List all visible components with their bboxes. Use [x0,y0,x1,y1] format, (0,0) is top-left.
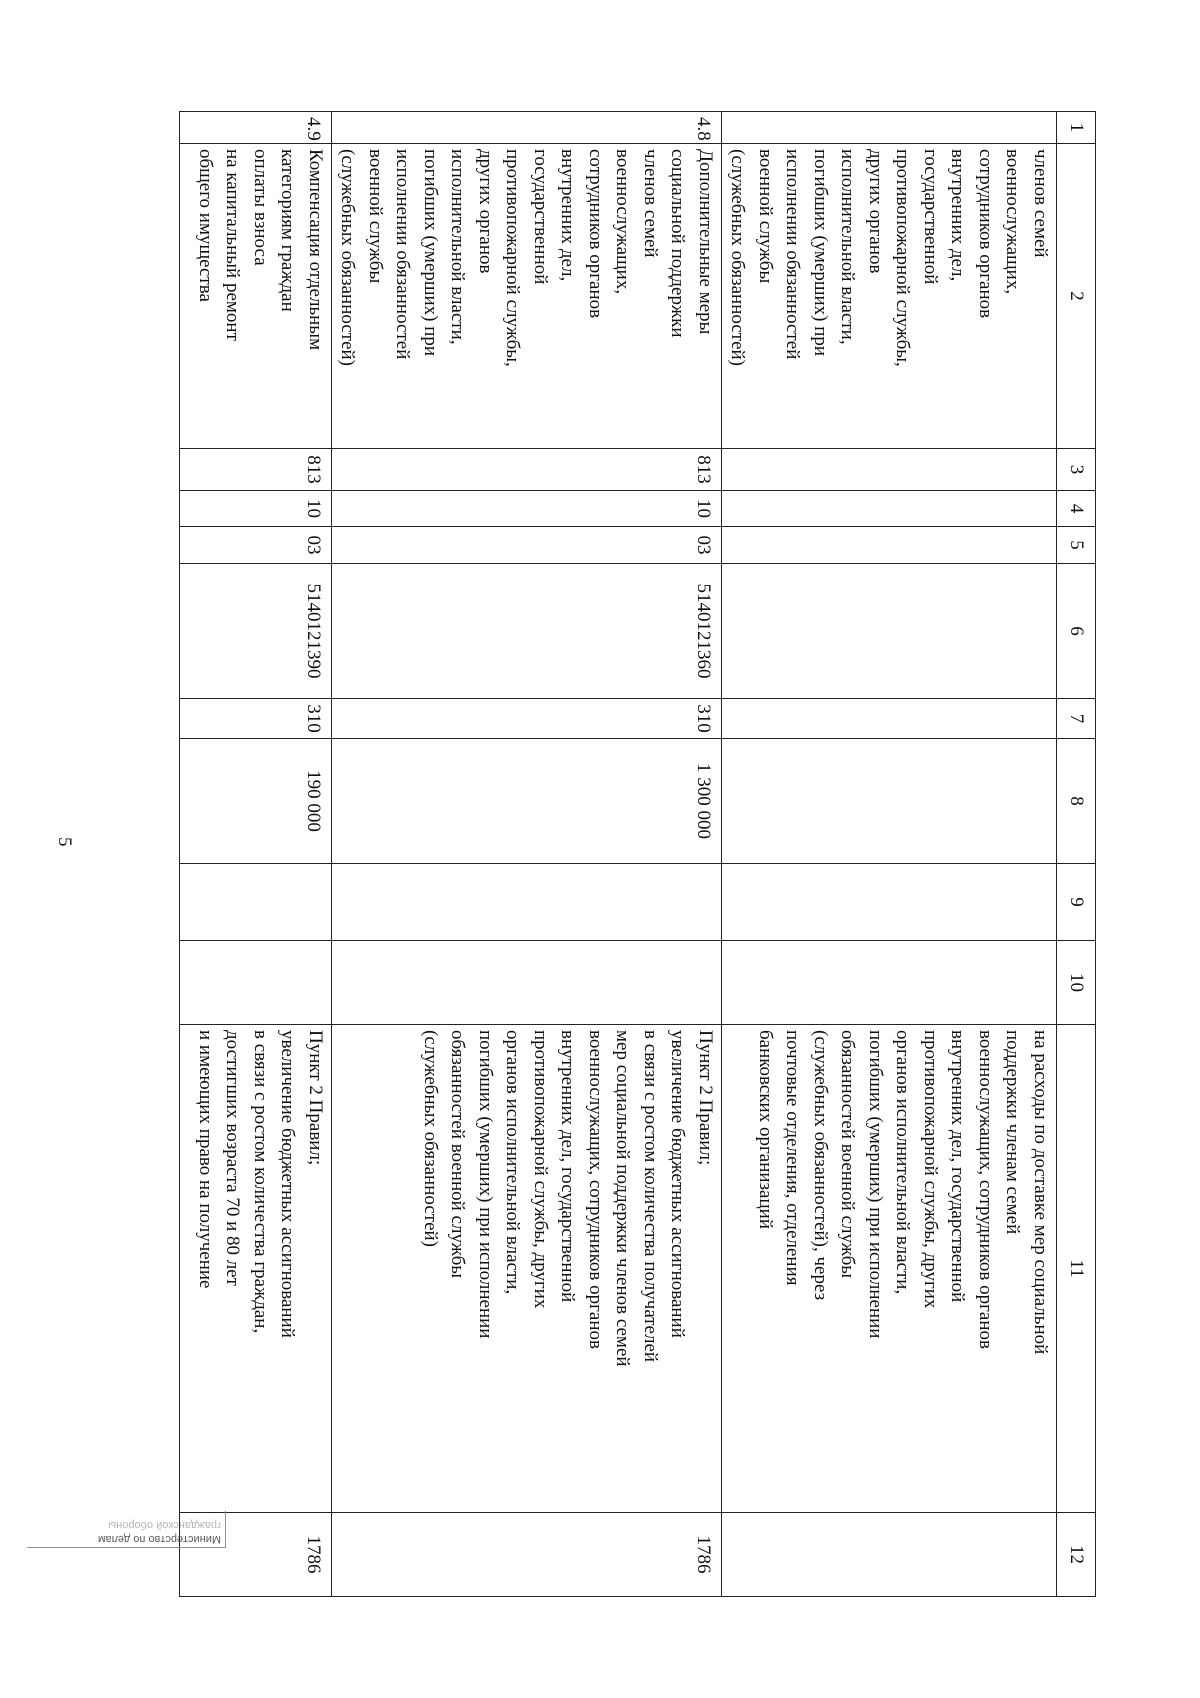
code-cell: 03 [332,527,722,564]
table-row [332,112,722,1597]
code-cell [722,564,1057,699]
reference-cell [722,1513,1057,1597]
row-number-cell [722,112,1057,144]
justification-cell: на расходы по доставке мер социальной поддержки членам семей военнослужащих, сотрудников органов внутренних дел, государственной противопожарной службы, других органов исполнительной власти, погибших (умерших) при исполнении обязанностей военной службы (служебных обязанностей), через почтовые отделения, отделения банковских организаций [722,1025,1057,1513]
code-cell [722,699,1057,739]
amount-cell [722,864,1057,941]
column-header: 10 [1057,941,1096,1025]
column-header: 6 [1057,564,1096,699]
column-header: 9 [1057,864,1096,941]
code-cell: 10 [332,491,722,527]
column-header: 11 [1057,1025,1096,1513]
reference-cell: 1786 [332,1513,722,1597]
column-header: 1 [1057,112,1096,144]
amount-cell [722,739,1057,864]
column-header: 7 [1057,699,1096,739]
code-cell: 10 [180,491,332,527]
code-cell: 5140121360 [332,564,722,699]
amount-cell [332,864,722,941]
code-cell: 03 [180,527,332,564]
amount-cell: 190 000 [180,739,332,864]
column-header: 3 [1057,449,1096,491]
table-row [180,112,332,1597]
budget-table-container [179,111,1096,1596]
code-cell: 310 [332,699,722,739]
column-header: 5 [1057,527,1096,564]
amount-cell [722,941,1057,1025]
code-cell [722,527,1057,564]
code-cell: 5140121390 [180,564,332,699]
reference-cell: 1786 [180,1513,332,1597]
code-cell [722,449,1057,491]
column-header: 2 [1057,144,1096,449]
row-number-cell: 4.8 [332,112,722,144]
measure-name-cell: Компенсация отдельным категориям граждан оплаты взноса на капитальный ремонт общего имущества [180,144,332,449]
column-header: 12 [1057,1513,1096,1597]
code-cell: 310 [180,699,332,739]
amount-cell [332,941,722,1025]
row-number-cell: 4.9 [180,112,332,144]
amount-cell: 1 300 000 [332,739,722,864]
code-cell [722,491,1057,527]
justification-cell: Пункт 2 Правил; увеличение бюджетных ассигнований в связи с ростом количества получателей мер социальной поддержки членов семей военнослужащих, сотрудников органов внутренних дел, государственной противопожарной службы, других органов исполнительной власти, погибших (умерших) при исполнении обязанностей военной службы (служебных обязанностей) [332,1025,722,1513]
amount-cell [180,864,332,941]
ministry-stamp [27,1511,226,1548]
stamp-line: Министерство по делам [97,1533,221,1545]
budget-table [179,111,1096,1597]
page-number: 5 [54,837,75,847]
column-header: 8 [1057,739,1096,864]
table-row [722,112,1057,1597]
measure-name-cell: Дополнительные меры социальной поддержки членов семей военнослужащих, сотрудников органов внутренних дел, государственной противопожарной службы, других органов исполнительной власти, погибших (умерших) при исполнении обязанностей военной службы (служебных обязанностей) [332,144,722,449]
stamp-line: гражданской обороны [108,1519,221,1531]
code-cell: 813 [332,449,722,491]
header-row [1057,112,1096,1597]
measure-name-cell: членов семей военнослужащих, сотрудников органов внутренних дел, государственной противопожарной службы, других органов исполнительной власти, погибших (умерших) при исполнении обязанностей военной службы (служебных обязанностей) [722,144,1057,449]
justification-cell: Пункт 2 Правил; увеличение бюджетных ассигнований в связи с ростом количества граждан, достигших возраста 70 и 80 лет и имеющих право на получение [180,1025,332,1513]
code-cell: 813 [180,449,332,491]
column-header: 4 [1057,491,1096,527]
amount-cell [180,941,332,1025]
